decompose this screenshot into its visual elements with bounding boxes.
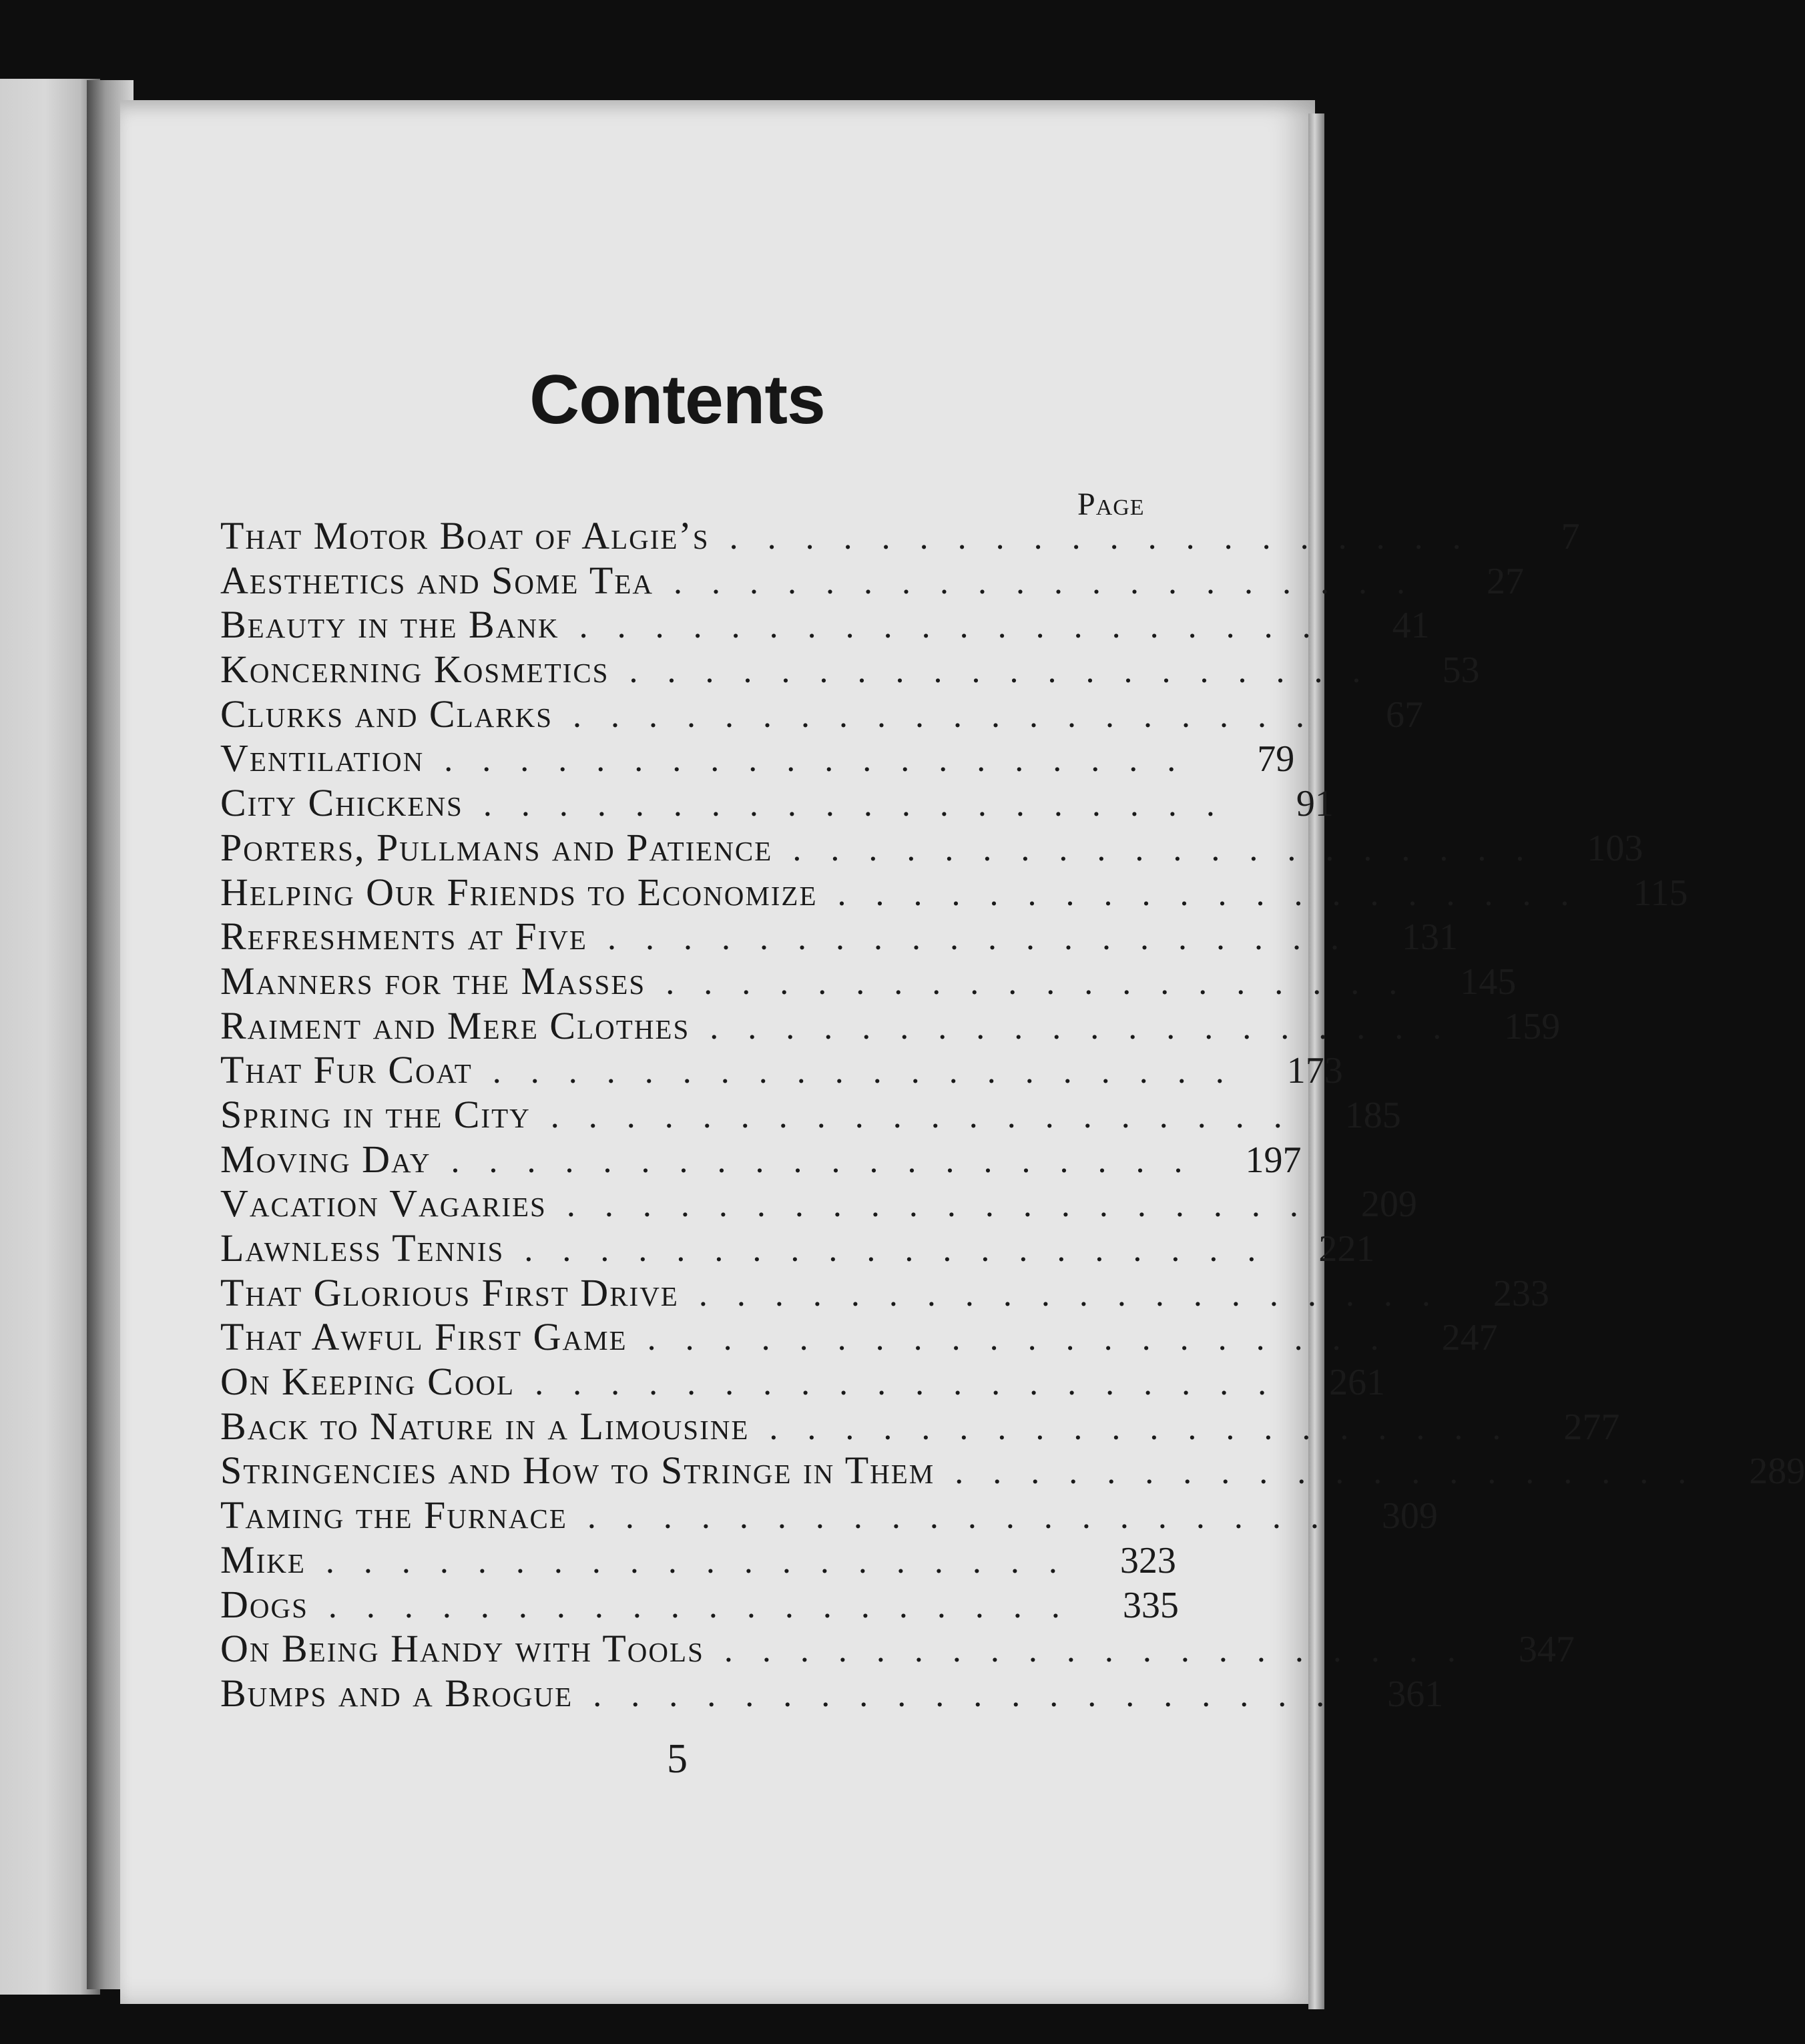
toc-entry-title: Aesthetics and Some Tea <box>220 558 654 602</box>
toc-entry <box>220 692 1424 737</box>
toc-entry-page: 221 <box>1318 1228 1375 1270</box>
toc-entry-page: 209 <box>1360 1184 1417 1226</box>
toc-entry-page: 115 <box>1633 872 1688 914</box>
toc-leader-dots: .................... <box>769 1409 1531 1447</box>
toc-entry-title: Manners for the Masses <box>220 959 646 1003</box>
toc-entry-title: Clurks and Clarks <box>220 692 553 736</box>
toc-entry <box>220 736 1295 781</box>
toc-leader-dots: .................... <box>674 563 1435 601</box>
toc-entry-title: That Awful First Game <box>220 1315 627 1359</box>
toc-entry <box>220 648 1480 692</box>
toc-entry <box>220 1226 1375 1271</box>
toc-entry-title: On Being Handy with Tools <box>220 1627 704 1671</box>
toc-leader-dots: .................... <box>587 1498 1348 1537</box>
toc-entry-page: 41 <box>1392 605 1430 647</box>
toc-entry-page: 277 <box>1563 1406 1620 1448</box>
toc-entry-title: Porters, Pullmans and Patience <box>220 825 773 869</box>
toc-entry-page: 309 <box>1381 1495 1438 1537</box>
toc-entry-page: 335 <box>1122 1584 1179 1626</box>
toc-entry-page: 261 <box>1329 1362 1386 1404</box>
toc-leader-dots: .................... <box>535 1364 1296 1403</box>
toc-entry <box>220 1315 1498 1360</box>
toc-entry <box>220 1360 1386 1404</box>
toc-entry <box>220 1449 1805 1493</box>
toc-entry-title: That Glorious First Drive <box>220 1270 679 1314</box>
toc-entry <box>220 1671 1444 1716</box>
toc-entry-title: Vacation Vagaries <box>220 1182 547 1226</box>
toc-leader-dots: .................... <box>629 652 1390 691</box>
toc-entry <box>220 781 1334 826</box>
toc-entry-page: 131 <box>1401 917 1458 959</box>
toc-entry-page: 173 <box>1286 1050 1343 1092</box>
toc-entry <box>220 1137 1302 1182</box>
toc-entry-title: Spring in the City <box>220 1092 531 1136</box>
toc-leader-dots: .................... <box>698 1275 1460 1314</box>
toc-entry-page: 145 <box>1460 961 1517 1003</box>
toc-entry-page: 7 <box>1561 516 1580 557</box>
toc-leader-dots: .................... <box>710 1008 1471 1047</box>
toc-entry-page: 67 <box>1386 694 1424 736</box>
toc-entry <box>220 558 1525 603</box>
toc-entry-title: Stringencies and How to Stringe in Them <box>220 1449 935 1493</box>
toc-entry-page: 53 <box>1442 650 1480 692</box>
toc-entry-page: 233 <box>1493 1272 1549 1314</box>
toc-entry <box>220 1493 1438 1538</box>
toc-entry-title: Refreshments at Five <box>220 915 587 959</box>
toc-entry-title: Lawnless Tennis <box>220 1226 505 1270</box>
toc-entry-title: Back to Nature in a Limousine <box>220 1404 750 1448</box>
toc-leader-dots: .................... <box>607 919 1368 958</box>
toc-leader-dots: .................... <box>566 1186 1328 1225</box>
toc-entry-title: On Keeping Cool <box>220 1360 515 1404</box>
page-number: 5 <box>667 1736 688 1782</box>
toc-entry <box>220 915 1458 959</box>
toc-entry-page: 323 <box>1119 1539 1176 1581</box>
toc-entry <box>220 1404 1620 1449</box>
toc-leader-dots: .................... <box>492 1053 1254 1091</box>
page-column-header: Page <box>1077 487 1145 522</box>
toc-leader-dots: .................... <box>647 1320 1408 1358</box>
toc-entry <box>220 1048 1343 1093</box>
toc-entry <box>220 1537 1176 1583</box>
table-of-contents <box>220 514 1805 1716</box>
toc-entry <box>220 825 1643 870</box>
toc-leader-dots: .................... <box>666 963 1427 1002</box>
toc-entry-title: Moving Day <box>220 1137 431 1181</box>
toc-entry-page: 361 <box>1387 1673 1444 1715</box>
toc-entry-page: 347 <box>1518 1629 1575 1671</box>
toc-entry-title: Mike <box>220 1537 306 1581</box>
toc-leader-dots: .................... <box>792 830 1554 868</box>
toc-entry <box>220 1270 1549 1316</box>
toc-entry-title: City Chickens <box>220 781 463 825</box>
toc-leader-dots: .................... <box>328 1587 1089 1625</box>
toc-entry-page: 103 <box>1587 827 1643 869</box>
toc-entry-title: Dogs <box>220 1582 308 1626</box>
toc-entry-page: 289 <box>1749 1451 1805 1493</box>
toc-entry-title: Beauty in the Bank <box>220 603 559 647</box>
toc-entry-page: 197 <box>1245 1139 1302 1181</box>
toc-leader-dots: .................... <box>579 607 1340 646</box>
toc-leader-dots: .................... <box>444 741 1206 780</box>
toc-leader-dots: .................... <box>550 1097 1312 1135</box>
toc-entry <box>220 1582 1179 1627</box>
toc-leader-dots: .................... <box>325 1542 1087 1581</box>
toc-entry <box>220 959 1517 1004</box>
toc-entry <box>220 1092 1401 1137</box>
toc-leader-dots: .................... <box>451 1141 1212 1180</box>
toc-leader-dots: .................... <box>593 1676 1354 1714</box>
toc-entry-title: That Motor Boat of Algie’s <box>220 514 710 557</box>
toc-entry <box>220 514 1580 559</box>
toc-entry-title: Ventilation <box>220 736 425 780</box>
toc-entry-page: 27 <box>1487 560 1525 602</box>
toc-entry <box>220 1182 1417 1226</box>
toc-entry-title: That Fur Coat <box>220 1048 473 1092</box>
toc-leader-dots: .................... <box>955 1453 1716 1492</box>
toc-leader-dots: .................... <box>573 696 1334 735</box>
toc-entry <box>220 1627 1575 1672</box>
toc-entry-title: Koncerning Kosmetics <box>220 648 609 692</box>
toc-entry-title: Taming the Furnace <box>220 1493 567 1537</box>
page-title: Contents <box>529 361 825 439</box>
toc-entry-title: Helping Our Friends to Economize <box>220 870 818 914</box>
toc-entry-page: 247 <box>1441 1317 1498 1359</box>
toc-entry-title: Raiment and Mere Clothes <box>220 1003 690 1047</box>
toc-entry-page: 91 <box>1296 783 1334 825</box>
toc-leader-dots: .................... <box>729 519 1491 557</box>
toc-entry-page: 185 <box>1344 1094 1401 1136</box>
toc-entry <box>220 1003 1561 1049</box>
toc-leader-dots: .................... <box>837 874 1599 913</box>
toc-entry-page: 159 <box>1504 1005 1561 1047</box>
toc-leader-dots: .................... <box>483 786 1244 824</box>
toc-leader-dots: .................... <box>724 1631 1485 1670</box>
toc-entry <box>220 603 1430 648</box>
toc-leader-dots: .................... <box>524 1231 1286 1269</box>
toc-entry <box>220 870 1688 915</box>
toc-entry-page: 79 <box>1257 738 1295 780</box>
toc-entry-title: Bumps and a Brogue <box>220 1671 573 1715</box>
